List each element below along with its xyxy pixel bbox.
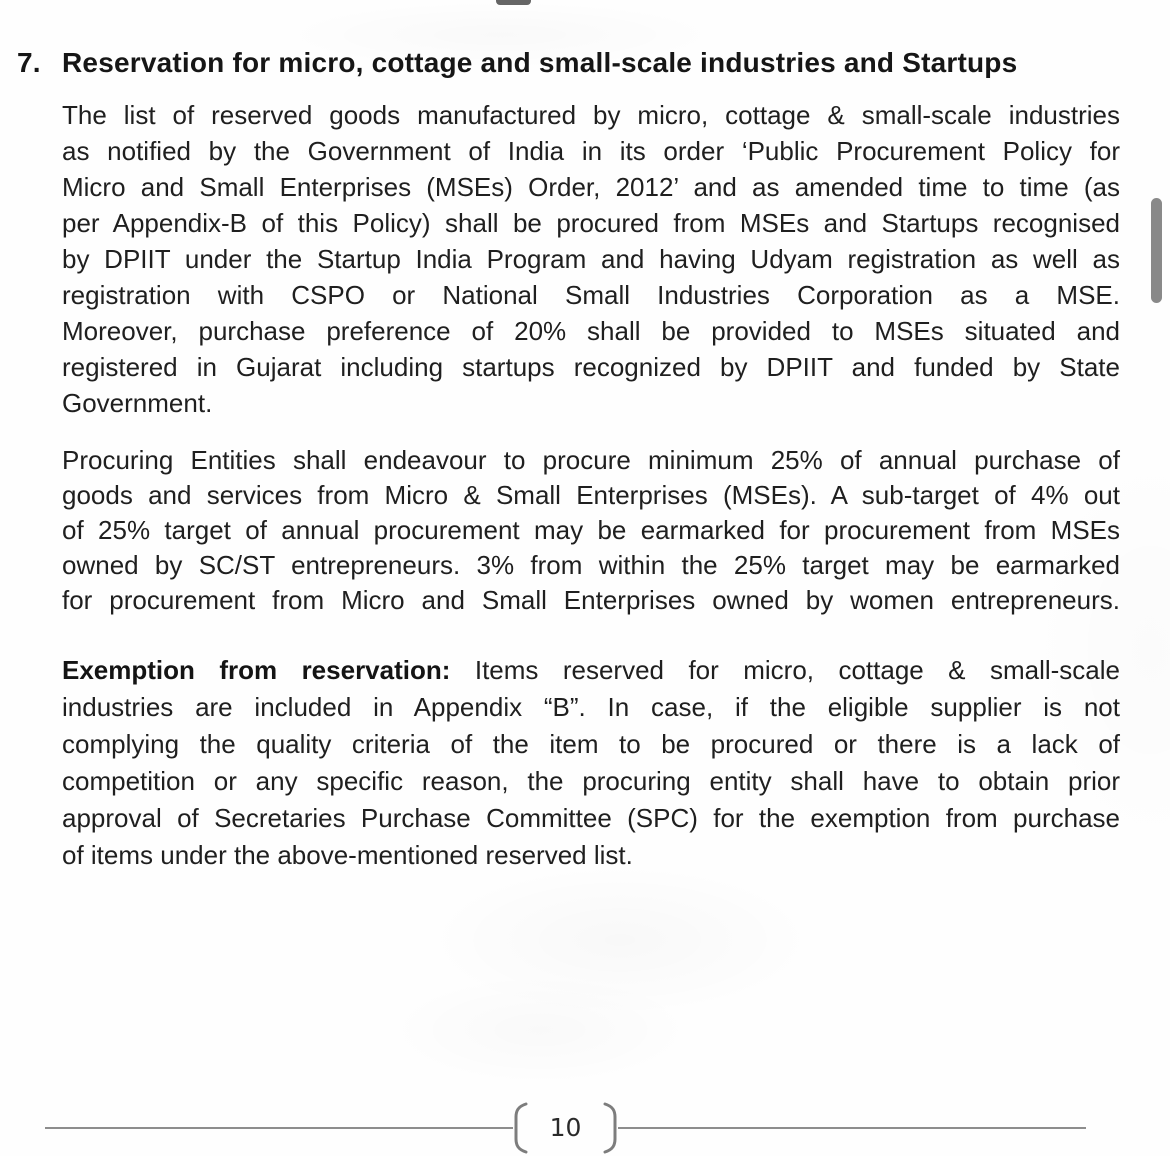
text-line	[62, 652, 1120, 689]
exemption-rest-lines	[62, 689, 1120, 874]
page-number: 10	[549, 1113, 582, 1142]
text-line: of 25% target of annual procurement may be earmarked for procurement from MSEs	[62, 515, 1120, 545]
section-number: 7.	[17, 47, 41, 78]
section-title: Reservation for micro, cottage and small-scale industries and Startups	[62, 47, 1018, 78]
exemption-lead-label: Exemption from reservation:	[62, 655, 451, 685]
text-line: approval of Secretaries Purchase Committee (SPC) for the exemption from purchase	[62, 803, 1120, 833]
text-line: Procuring Entities shall endeavour to procure minimum 25% of annual purchase of	[62, 445, 1120, 475]
text-line: as notified by the Government of India in its order ‘Public Procurement Policy for	[62, 136, 1120, 166]
footer-rule-left	[45, 1127, 513, 1129]
section-heading	[17, 45, 1125, 81]
text-line: for procurement from Micro and Small Enterprises owned by women entrepreneurs.	[62, 585, 1120, 615]
page-footer	[45, 1101, 1086, 1155]
scan-artifact-smudge	[496, 0, 531, 5]
page-number-right-bracket-icon	[603, 1102, 618, 1154]
text-line: goods and services from Micro & Small Enterprises (MSEs). A sub-target of 4% out	[62, 480, 1120, 510]
text-line: of items under the above-mentioned reserved list.	[62, 840, 633, 870]
paragraph-exemption	[62, 652, 1120, 874]
scrollbar-thumb[interactable]	[1151, 198, 1162, 303]
text-line: registered in Gujarat including startups recognized by DPIIT and funded by State	[62, 352, 1120, 382]
exemption-line1-rest: Items reserved for micro, cottage & small-scale	[450, 655, 1120, 685]
text-line: owned by SC/ST entrepreneurs. 3% from within the 25% target may be earmarked	[62, 550, 1120, 580]
text-line: complying the quality criteria of the item to be procured or there is a lack of	[62, 729, 1120, 759]
text-line: The list of reserved goods manufactured by micro, cottage & small-scale industries	[62, 100, 1120, 130]
text-line: registration with CSPO or National Small Industries Corporation as a MSE.	[62, 280, 1120, 310]
text-line: industries are included in Appendix “B”. In case, if the eligible supplier is not	[62, 692, 1120, 722]
text-line: Moreover, purchase preference of 20% shall be provided to MSEs situated and	[62, 316, 1120, 346]
paragraph-procurement-targets	[62, 443, 1120, 618]
paragraph-reserved-goods	[62, 97, 1120, 421]
text-line: per Appendix-B of this Policy) shall be procured from MSEs and Startups recognised	[62, 208, 1120, 238]
text-line: Government.	[62, 388, 213, 418]
text-line: competition or any specific reason, the procuring entity shall have to obtain prior	[62, 766, 1120, 796]
page-number-left-bracket-icon	[513, 1102, 528, 1154]
text-line: by DPIIT under the Startup India Program and having Udyam registration as well as	[62, 244, 1120, 274]
footer-rule-right	[618, 1127, 1086, 1129]
text-line: Micro and Small Enterprises (MSEs) Order, 2012’ and as amended time to time (as	[62, 172, 1120, 202]
